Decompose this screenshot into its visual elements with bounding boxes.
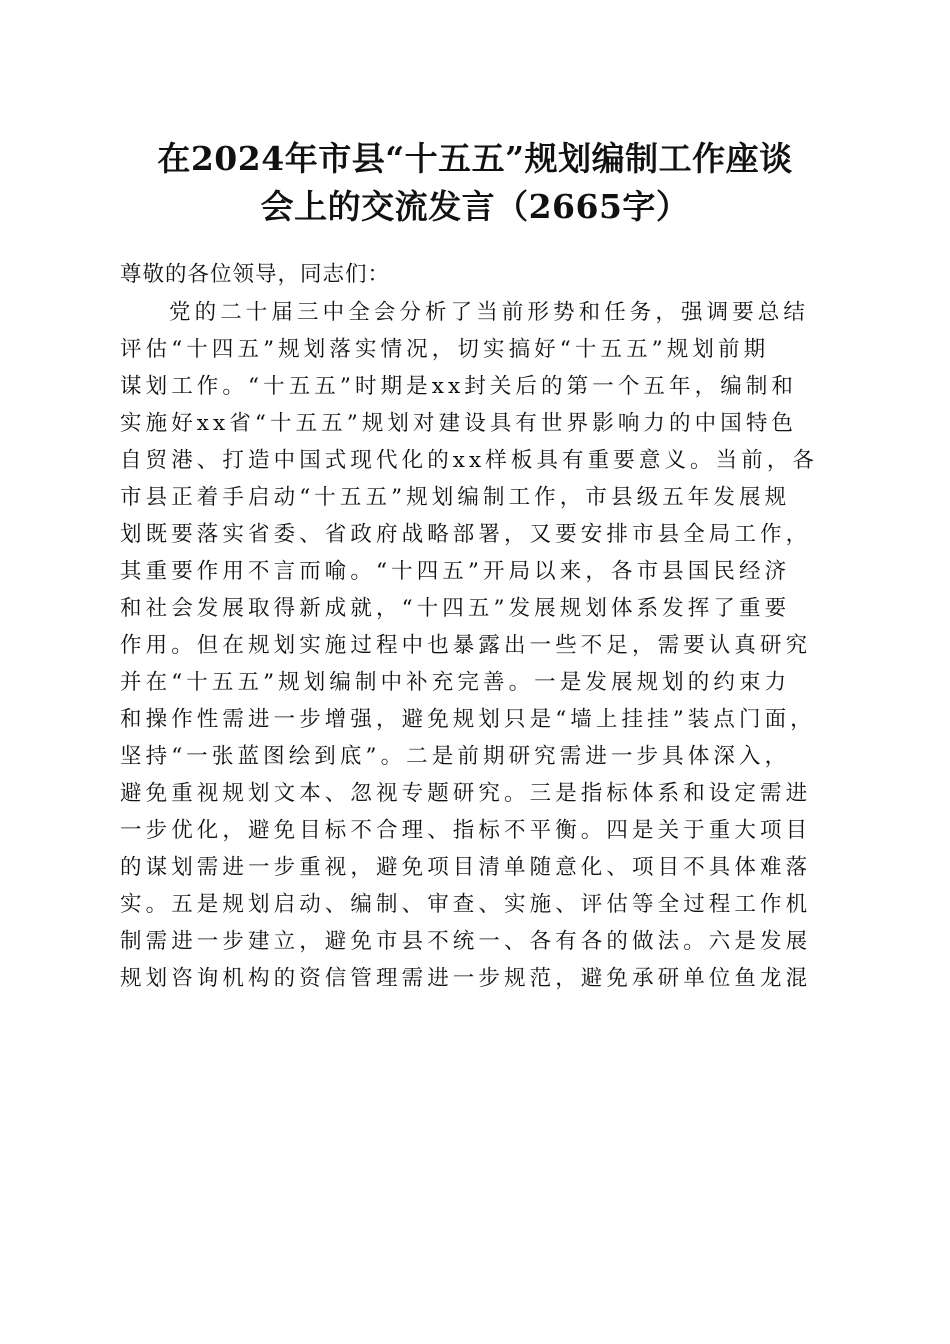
paragraph-line: 并在“十五五”规划编制中补充完善。一是发展规划的约束力 bbox=[120, 670, 791, 695]
paragraph-line: 市县正着手启动“十五五”规划编制工作，市县级五年发展规 bbox=[120, 485, 791, 510]
paragraph-line: 和社会发展取得新成就，“十四五”发展规划体系发挥了重要 bbox=[120, 596, 791, 621]
title-line-2: 会上的交流发言（2665字） bbox=[260, 187, 690, 226]
greeting: 尊敬的各位领导，同志们： bbox=[120, 262, 391, 287]
paragraph-line: 划既要落实省委、省政府战略部署，又要安排市县全局工作， bbox=[120, 522, 812, 547]
paragraph-line: 制需进一步建立，避免市县不统一、各有各的做法。六是发展 bbox=[120, 929, 812, 954]
paragraph-line: 和操作性需进一步增强，避免规划只是“墙上挂挂”装点门面， bbox=[120, 707, 816, 732]
title-line-1: 在2024年市县“十五五”规划编制工作座谈 bbox=[157, 139, 793, 178]
paragraph-line: 规划咨询机构的资信管理需进一步规范，避免承研单位鱼龙混 bbox=[120, 966, 812, 991]
paragraph-line: 谋划工作。“十五五”时期是xx封关后的第一个五年，编制和 bbox=[120, 374, 798, 399]
document-body bbox=[120, 256, 835, 997]
paragraph-line: 避免重视规划文本、忽视专题研究。三是指标体系和设定需进 bbox=[120, 781, 812, 806]
paragraph-line: 作用。但在规划实施过程中也暴露出一些不足，需要认真研究 bbox=[120, 633, 812, 658]
paragraph-line: 其重要作用不言而喻。“十四五”开局以来，各市县国民经济 bbox=[120, 559, 791, 584]
paragraph-line: 实施好xx省“十五五”规划对建设具有世界影响力的中国特色 bbox=[120, 411, 798, 436]
document-title bbox=[100, 135, 850, 231]
paragraph-line: 党的二十届三中全会分析了当前形势和任务，强调要总结 bbox=[169, 300, 810, 325]
paragraph-line: 一步优化，避免目标不合理、指标不平衡。四是关于重大项目 bbox=[120, 818, 812, 843]
paragraph-line: 的谋划需进一步重视，避免项目清单随意化、项目不具体难落 bbox=[120, 855, 812, 880]
paragraph-line: 实。五是规划启动、编制、审查、实施、评估等全过程工作机 bbox=[120, 892, 812, 917]
paragraph-line: 自贸港、打造中国式现代化的xx样板具有重要意义。当前，各 bbox=[120, 448, 819, 473]
paragraph-line: 评估“十四五”规划落实情况，切实搞好“十五五”规划前期 bbox=[120, 337, 770, 362]
paragraph-line: 坚持“一张蓝图绘到底”。二是前期研究需进一步具体深入， bbox=[120, 744, 791, 769]
